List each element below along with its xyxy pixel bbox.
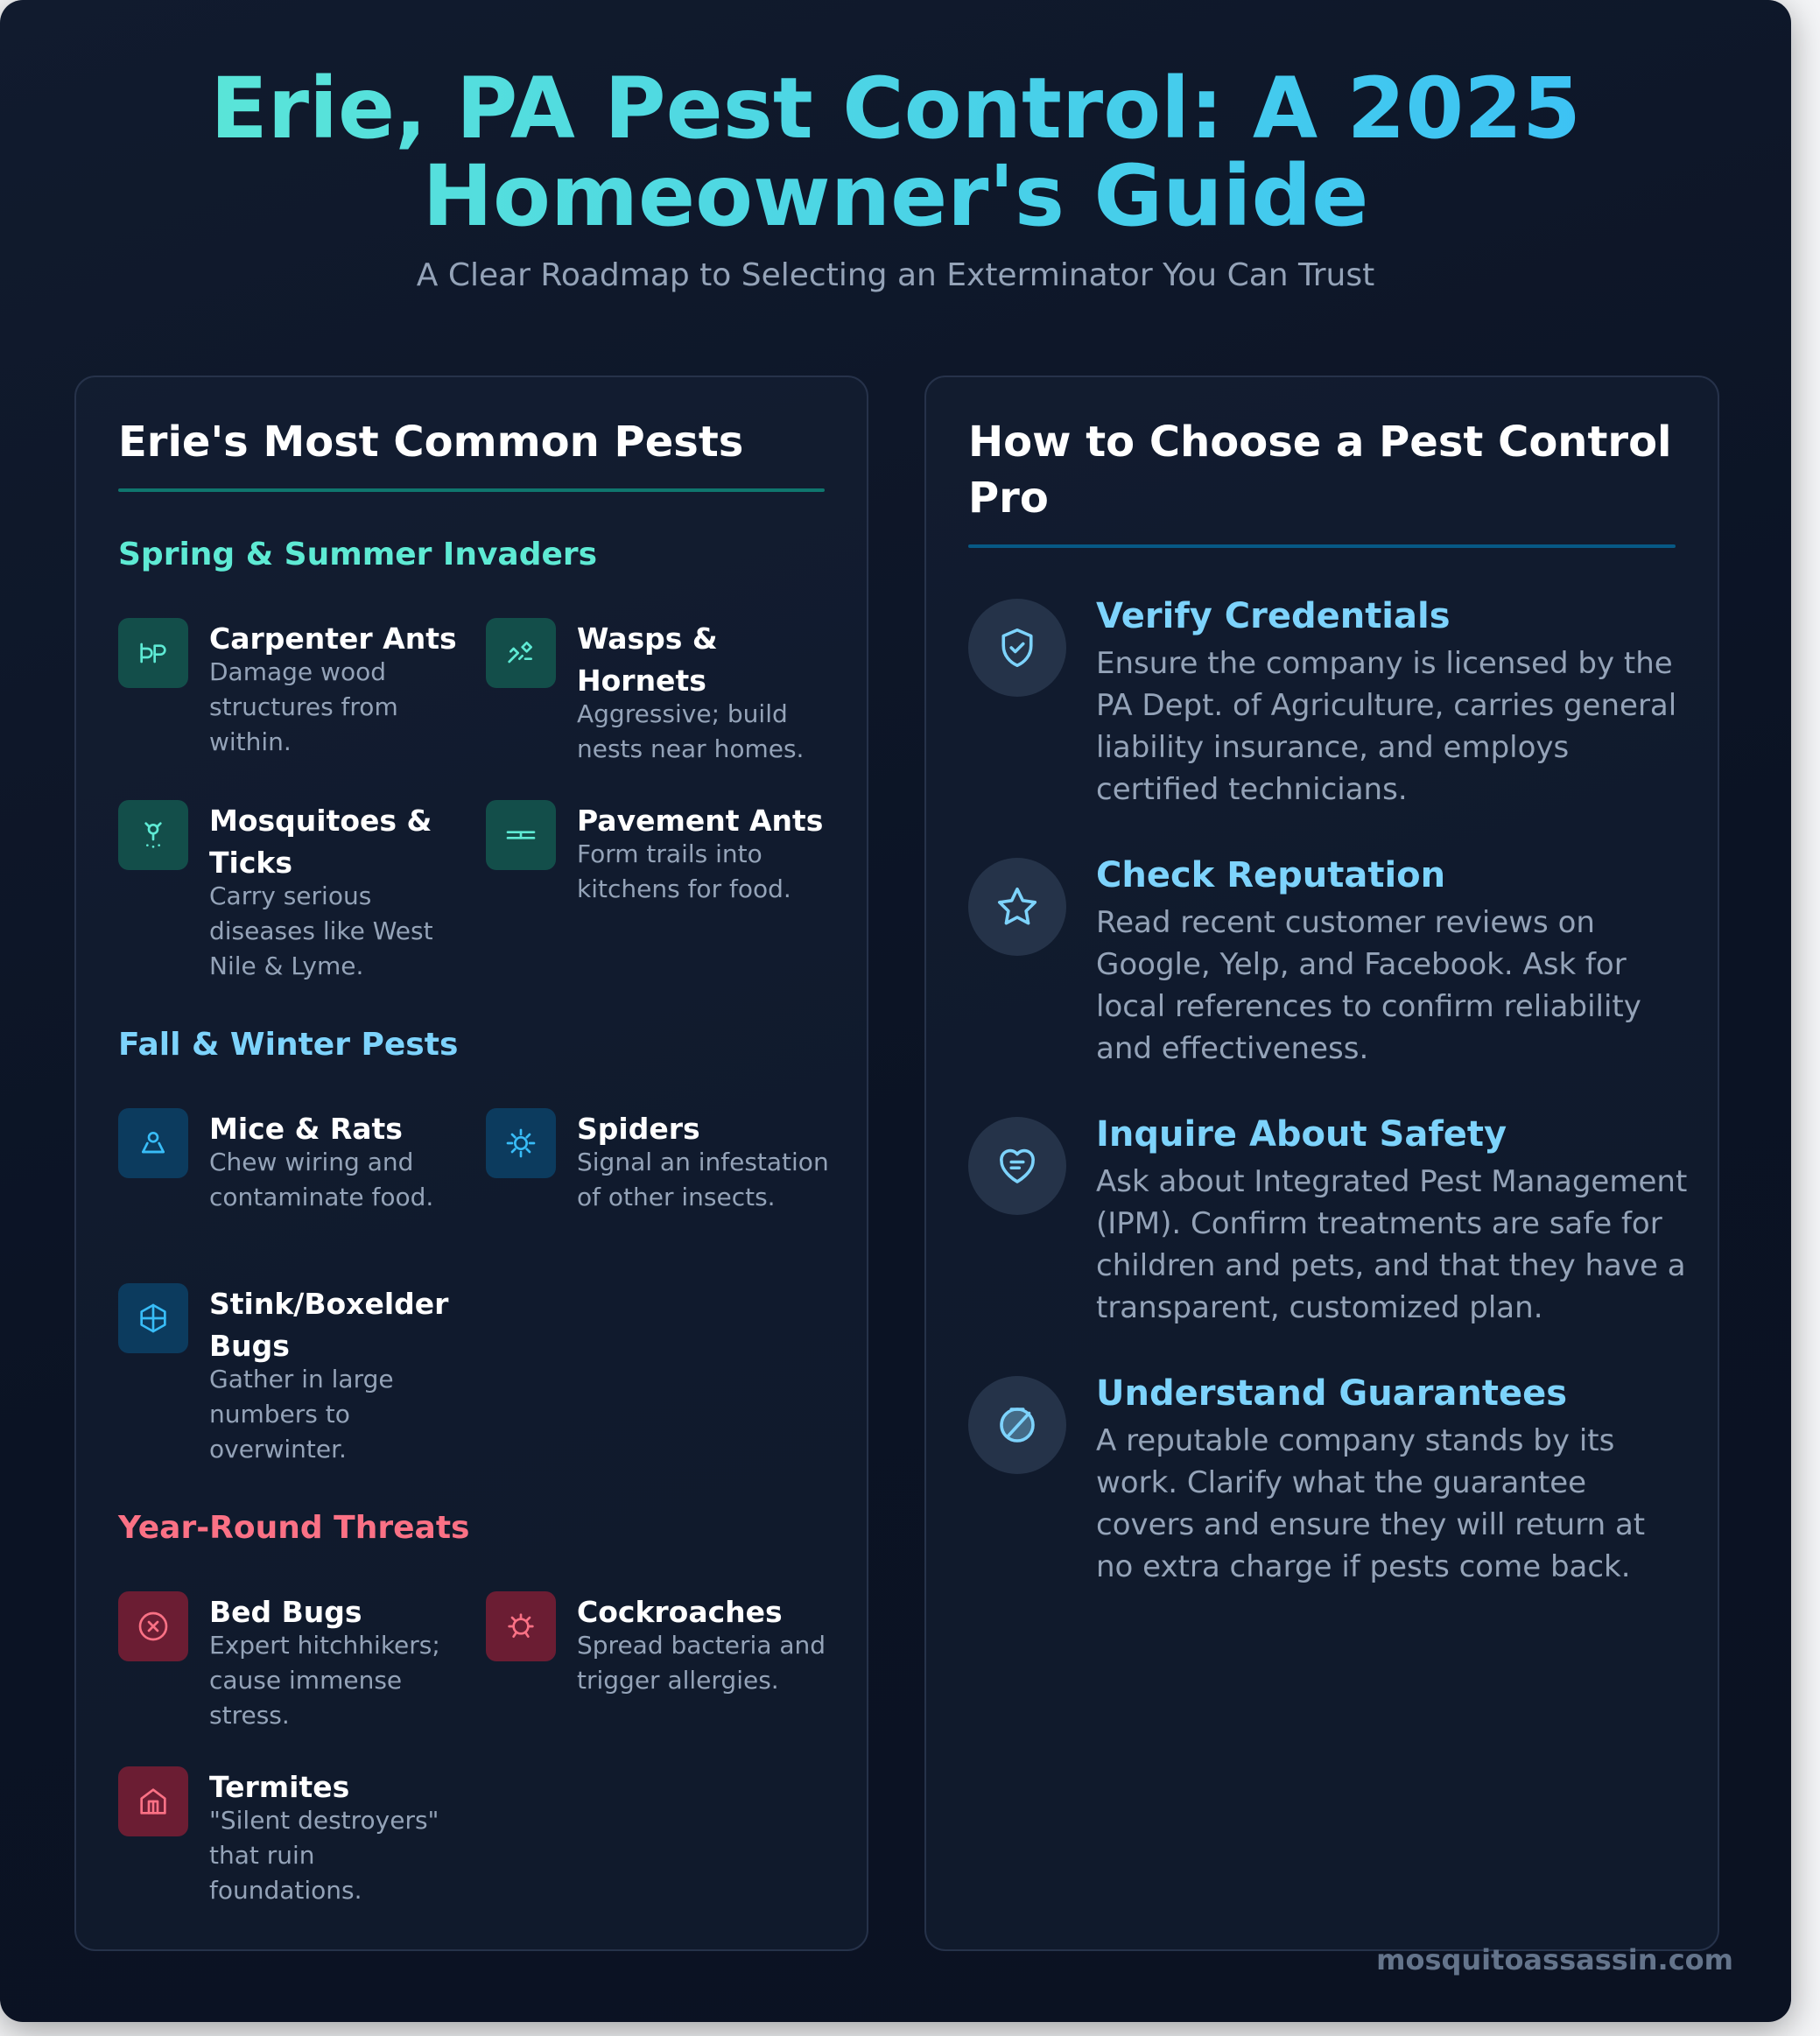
mosquito-icon — [118, 800, 188, 870]
x-circle-icon — [118, 1591, 188, 1661]
step-description: A reputable company stands by its work. Clarify what the guarantee covers and ensure they will return at no extra charge if pests come back. — [1096, 1423, 1646, 1584]
star-icon — [968, 858, 1066, 956]
pest-description: Expert hitchhikers; cause immense stress. — [209, 1631, 440, 1730]
choose-pro-title: How to Choose a Pest Control Pro — [968, 418, 1672, 523]
page-title — [0, 60, 1791, 245]
pest-description: Chew wiring and contaminate food. — [209, 1148, 434, 1211]
step-title: Check Reputation — [1096, 855, 1446, 895]
step-description: Read recent customer reviews on Google, Yelp, and Facebook. Ask for local references to confirm reliability and effectiveness. — [1096, 905, 1641, 1066]
pest-description: Aggressive; build nests near homes. — [577, 699, 805, 763]
choose-pro-panel — [924, 376, 1719, 1951]
step-description: Ask about Integrated Pest Management (IPM). Confirm treatments are safe for children and pets, and that they have a transparent, customized plan. — [1096, 1164, 1688, 1325]
bug-shield-icon — [118, 1283, 188, 1353]
badge-slash-icon — [968, 1376, 1066, 1474]
title-line-2: Homeowner's Guide — [422, 147, 1369, 245]
common-pests-title: Erie's Most Common Pests — [118, 418, 744, 467]
pest-name: Mice & Rats — [209, 1112, 403, 1146]
pest-description: Spread bacteria and trigger allergies. — [577, 1631, 826, 1695]
wasp-icon — [486, 618, 556, 688]
pest-description: Signal an infestation of other insects. — [577, 1148, 829, 1211]
pest-description: Damage wood structures from within. — [209, 657, 398, 756]
pest-name: Mosquitoes & Ticks — [209, 804, 432, 880]
pest-description: Form trails into kitchens for food. — [577, 839, 791, 903]
pest-description: Carry serious diseases like West Nile & Lyme. — [209, 881, 433, 980]
heart-message-icon — [968, 1117, 1066, 1215]
pest-name: Wasps & Hornets — [577, 621, 718, 698]
pest-description: "Silent destroyers" that ruin foundations. — [209, 1806, 439, 1905]
common-pests-divider — [118, 488, 825, 492]
shield-check-icon — [968, 599, 1066, 697]
pest-name: Bed Bugs — [209, 1595, 362, 1629]
pest-description: Gather in large numbers to overwinter. — [209, 1365, 394, 1464]
trail-icon — [486, 800, 556, 870]
pest-name: Carpenter Ants — [209, 621, 457, 656]
spider-icon — [486, 1108, 556, 1178]
step-description: Ensure the company is licensed by the PA Dept. of Agriculture, carries general liability insurance, and employs certified technicians. — [1096, 646, 1677, 807]
category-title-year-round: Year-Round Threats — [118, 1510, 470, 1546]
ant-icon — [118, 618, 188, 688]
pest-name: Cockroaches — [577, 1595, 783, 1629]
house-icon — [118, 1766, 188, 1836]
page-subtitle: A Clear Roadmap to Selecting an Exterminator You Can Trust — [416, 257, 1375, 293]
title-line-1: Erie, PA Pest Control: A 2025 — [210, 60, 1581, 158]
pest-name: Termites — [209, 1770, 350, 1804]
pest-name: Stink/Boxelder Bugs — [209, 1287, 449, 1363]
pest-name: Spiders — [577, 1112, 700, 1146]
step-title: Verify Credentials — [1096, 596, 1451, 636]
choose-pro-divider — [968, 544, 1676, 548]
cockroach-icon — [486, 1591, 556, 1661]
pest-name: Pavement Ants — [577, 804, 824, 838]
common-pests-panel — [74, 376, 868, 1951]
category-title-fall-winter: Fall & Winter Pests — [118, 1027, 459, 1063]
mouse-icon — [118, 1108, 188, 1178]
step-title: Understand Guarantees — [1096, 1373, 1568, 1414]
category-title-spring-summer: Spring & Summer Invaders — [118, 537, 598, 572]
footer-site: mosquitoassassin.com — [1376, 1943, 1733, 1976]
step-title: Inquire About Safety — [1096, 1114, 1507, 1155]
